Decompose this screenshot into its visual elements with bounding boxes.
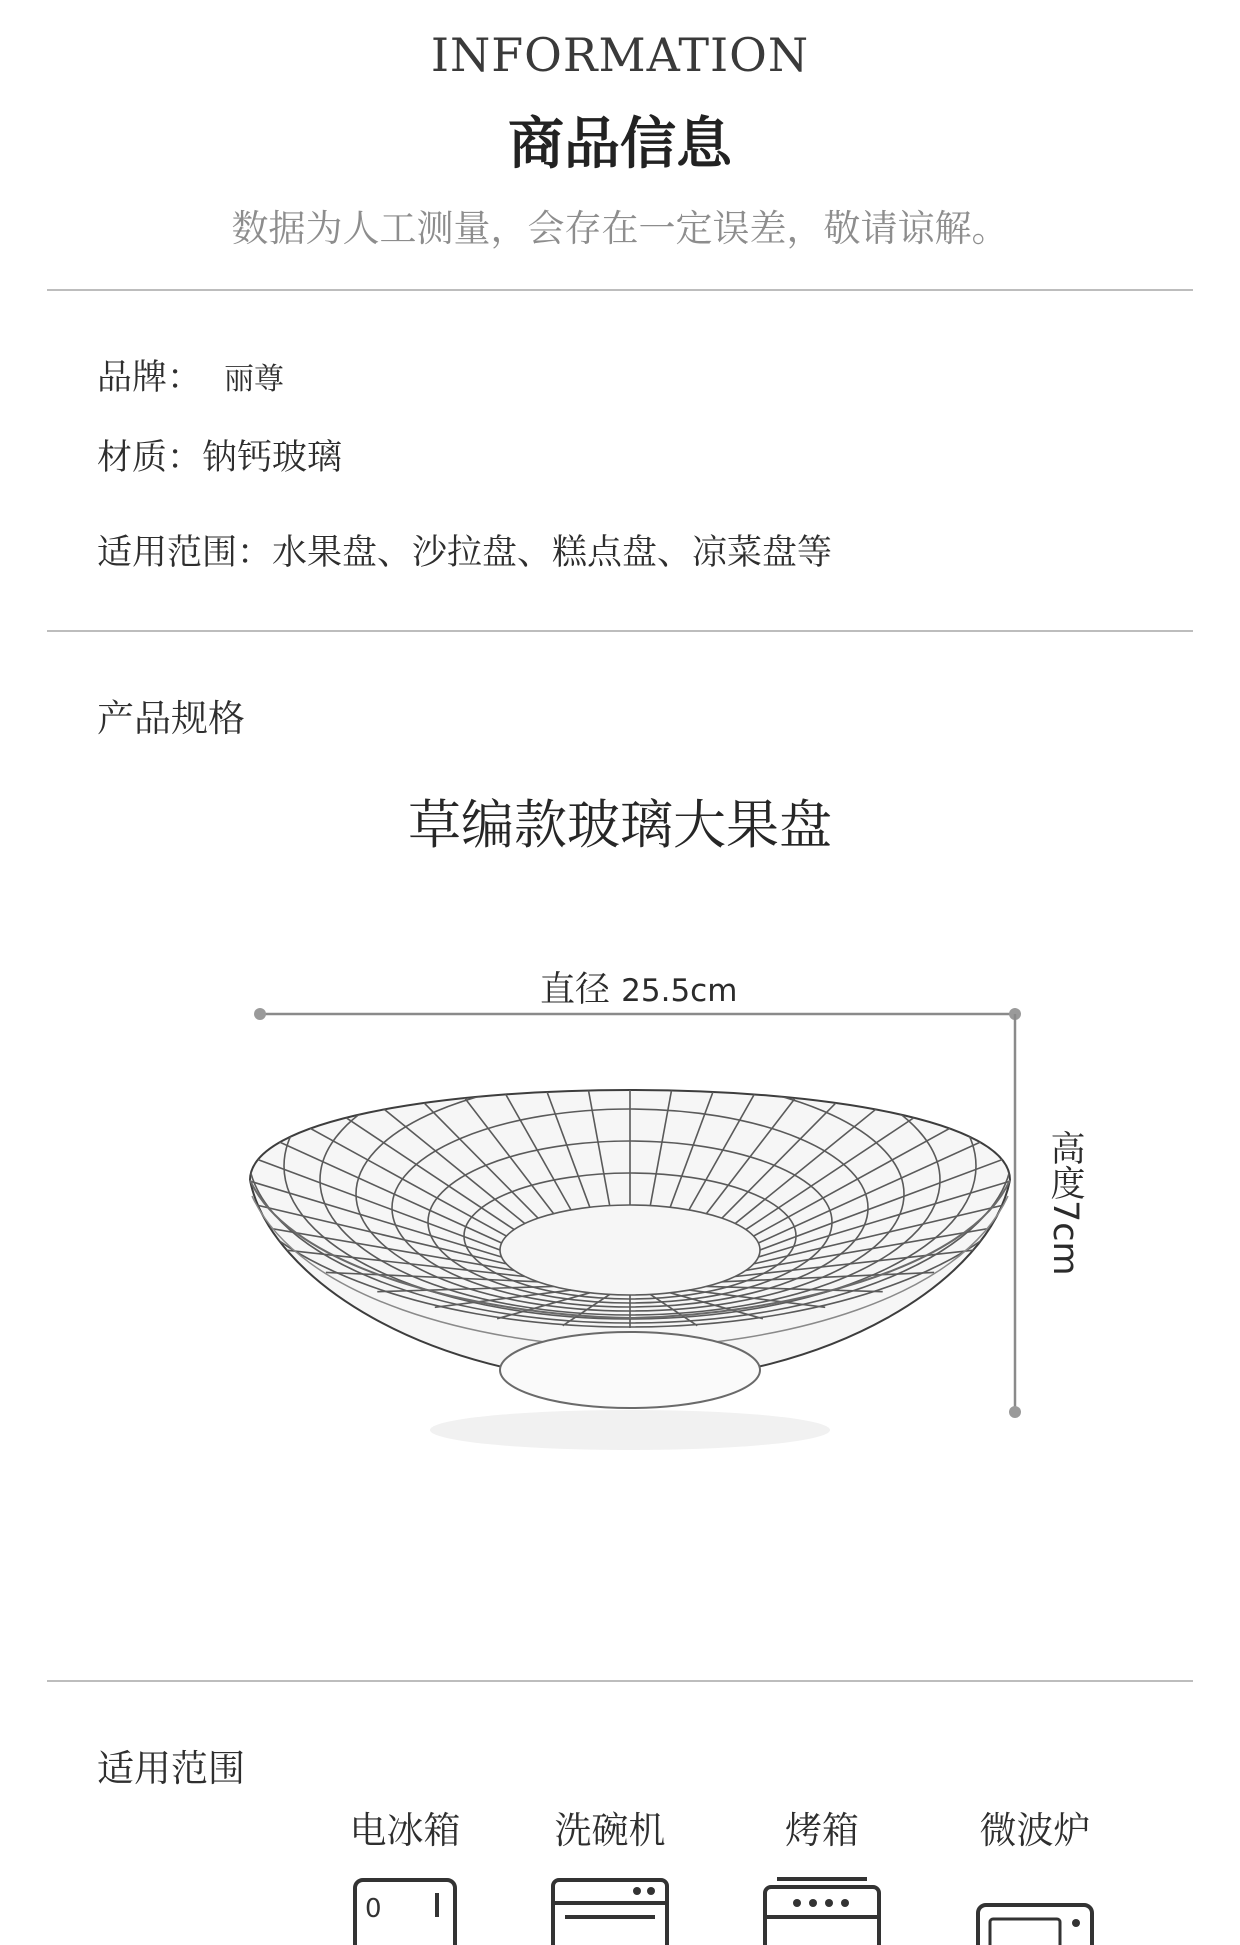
english-title: INFORMATION bbox=[430, 28, 810, 82]
material-row bbox=[97, 430, 342, 480]
fridge-icon bbox=[345, 1875, 465, 1945]
divider-middle bbox=[47, 630, 1193, 632]
brand-value: 丽尊 bbox=[224, 362, 285, 397]
usage-row bbox=[97, 525, 832, 575]
material-value: 钠钙玻璃 bbox=[202, 438, 343, 478]
appliance-dishwasher-label: 洗碗机 bbox=[554, 1809, 666, 1852]
divider-top bbox=[47, 289, 1193, 291]
brand-row bbox=[97, 350, 284, 400]
height-label: 高度7cm bbox=[1045, 1130, 1085, 1276]
product-name: 草编款玻璃大果盘 bbox=[408, 795, 832, 856]
spec-section-title: 产品规格 bbox=[97, 697, 245, 740]
appliance-microwave bbox=[935, 1800, 1135, 1854]
usage-label: 适用范围： bbox=[97, 533, 273, 573]
appliance-fridge-label: 电冰箱 bbox=[349, 1809, 461, 1852]
appliance-fridge bbox=[305, 1800, 505, 1924]
chinese-title: 商品信息 bbox=[508, 112, 732, 177]
appliance-microwave-label: 微波炉 bbox=[979, 1809, 1091, 1852]
oven-icon bbox=[757, 1875, 887, 1945]
usage-section-title: 适用范围 bbox=[97, 1747, 245, 1790]
divider-bottom bbox=[47, 1680, 1193, 1682]
material-label: 材质： bbox=[97, 438, 203, 478]
appliance-dishwasher bbox=[510, 1800, 710, 1854]
diameter-line bbox=[254, 1008, 1021, 1020]
usage-value: 水果盘、沙拉盘、糕点盘、凉菜盘等 bbox=[272, 533, 833, 573]
diameter-prefix: 直径 bbox=[540, 970, 611, 1010]
appliance-oven bbox=[722, 1800, 922, 1854]
dishwasher-icon bbox=[545, 1875, 675, 1945]
appliance-oven-label: 烤箱 bbox=[785, 1809, 859, 1852]
diameter-value: 25.5cm bbox=[621, 973, 738, 1009]
height-line bbox=[1009, 1014, 1021, 1418]
bowl-dimension-diagram bbox=[230, 950, 1050, 1510]
glass-bowl-illustration bbox=[230, 950, 1050, 1450]
svg-text:0: 0 bbox=[365, 1894, 382, 1924]
brand-label: 品牌： bbox=[97, 358, 203, 398]
measurement-note: 数据为人工测量，会存在一定误差，敬请谅解。 bbox=[231, 207, 1009, 250]
microwave-icon bbox=[970, 1875, 1100, 1945]
